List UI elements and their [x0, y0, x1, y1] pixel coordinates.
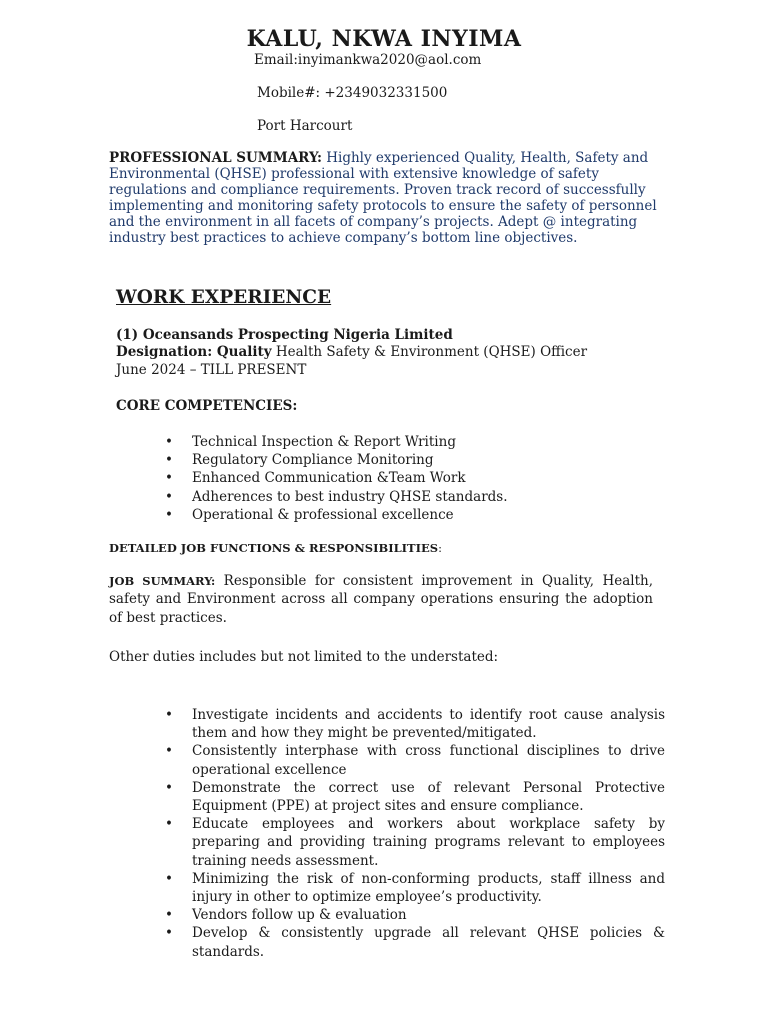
job-summary-label: JOB SUMMARY:	[109, 574, 216, 588]
summary-label: PROFESSIONAL SUMMARY:	[109, 150, 322, 166]
duty-text: Minimizing the risk of non-conforming products, staff illness and injury in other to optimize employee’s productivity.	[192, 870, 665, 906]
resume-name: KALU, NKWA INYIMA	[246, 26, 522, 52]
list-item	[165, 488, 508, 506]
list-item	[165, 870, 665, 906]
duty-text: Educate employees and workers about workplace safety by preparing and providing training programs relevant to employees training needs assessment.	[192, 816, 665, 869]
duty-text: Vendors follow up & evaluation	[192, 907, 407, 924]
competency-text: Enhanced Communication &Team Work	[192, 470, 466, 487]
duty-text: Develop & consistently upgrade all relevant QHSE policies & standards.	[192, 925, 665, 960]
list-item	[165, 906, 665, 924]
detailed-title: DETAILED JOB FUNCTIONS & RESPONSIBILITIES	[109, 541, 439, 555]
job-summary	[109, 572, 653, 627]
bullet-icon: •	[165, 870, 173, 887]
bullet-icon: •	[165, 779, 173, 796]
bullet-icon: •	[165, 707, 173, 723]
designation-label: Designation: Quality	[116, 344, 272, 360]
competencies-list	[165, 433, 508, 524]
professional-summary	[109, 150, 661, 246]
bullet-icon: •	[165, 452, 173, 469]
duties-list	[165, 706, 665, 961]
summary-text: Highly experienced Quality, Health, Safety and Environmental (QHSE) professional with extensive knowledge of safety regulations and compliance requirements. Proven track record of successfully implementing and monitoring safety protocols to ensure the safety of personnel and the environment in all facets of company’s projects. Adept @ integrating industry best practices to achieve company’s bottom line objectives.	[109, 150, 657, 246]
list-item	[165, 779, 665, 815]
employment-dates: June 2024 – TILL PRESENT	[116, 362, 307, 378]
competency-text: Regulatory Compliance Monitoring	[192, 452, 434, 469]
list-item	[165, 815, 665, 870]
competency-text: Operational & professional excellence	[192, 506, 454, 523]
detailed-colon: :	[438, 541, 442, 555]
duty-text: Consistently interphase with cross functional disciplines to drive operational excellence	[192, 743, 665, 778]
bullet-icon: •	[165, 434, 173, 450]
duty-text: Investigate incidents and accidents to identify root cause analysis them and how they might be prevented/mitigated.	[192, 707, 665, 742]
bullet-icon: •	[165, 925, 173, 942]
work-experience-heading: WORK EXPERIENCE	[116, 287, 332, 308]
detailed-functions-heading	[109, 541, 442, 555]
list-item	[165, 433, 508, 451]
email-line: Email:inyimankwa2020@aol.com	[254, 52, 482, 68]
bullet-icon: •	[165, 470, 173, 487]
mobile-line: Mobile#: +2349032331500	[257, 85, 448, 101]
bullet-icon: •	[165, 816, 173, 833]
list-item	[165, 924, 665, 960]
list-item	[165, 742, 665, 778]
duty-text: Demonstrate the correct use of relevant Personal Protective Equipment (PPE) at project sites and ensure compliance.	[192, 779, 665, 815]
designation-text: Health Safety & Environment (QHSE) Officer	[271, 344, 588, 360]
competency-text: Technical Inspection & Report Writing	[192, 434, 456, 450]
job-summary-text: Responsible for consistent improvement in Quality, Health, safety and Environment across all company operations ensuring the adoption of best practices.	[109, 573, 653, 626]
core-competencies-heading: CORE COMPETENCIES:	[116, 398, 298, 414]
bullet-icon: •	[165, 743, 173, 760]
company-name: (1) Oceansands Prospecting Nigeria Limited	[116, 327, 453, 343]
list-item	[165, 469, 508, 487]
bullet-icon: •	[165, 907, 173, 924]
location-line: Port Harcourt	[257, 118, 353, 134]
bullet-icon: •	[165, 506, 173, 523]
other-duties-intro: Other duties includes but not limited to the understated:	[109, 649, 499, 665]
bullet-icon: •	[165, 488, 173, 505]
list-item	[165, 506, 508, 524]
list-item	[165, 451, 508, 469]
competency-text: Adherences to best industry QHSE standards.	[192, 488, 508, 505]
list-item	[165, 706, 665, 742]
designation-line	[116, 344, 587, 360]
